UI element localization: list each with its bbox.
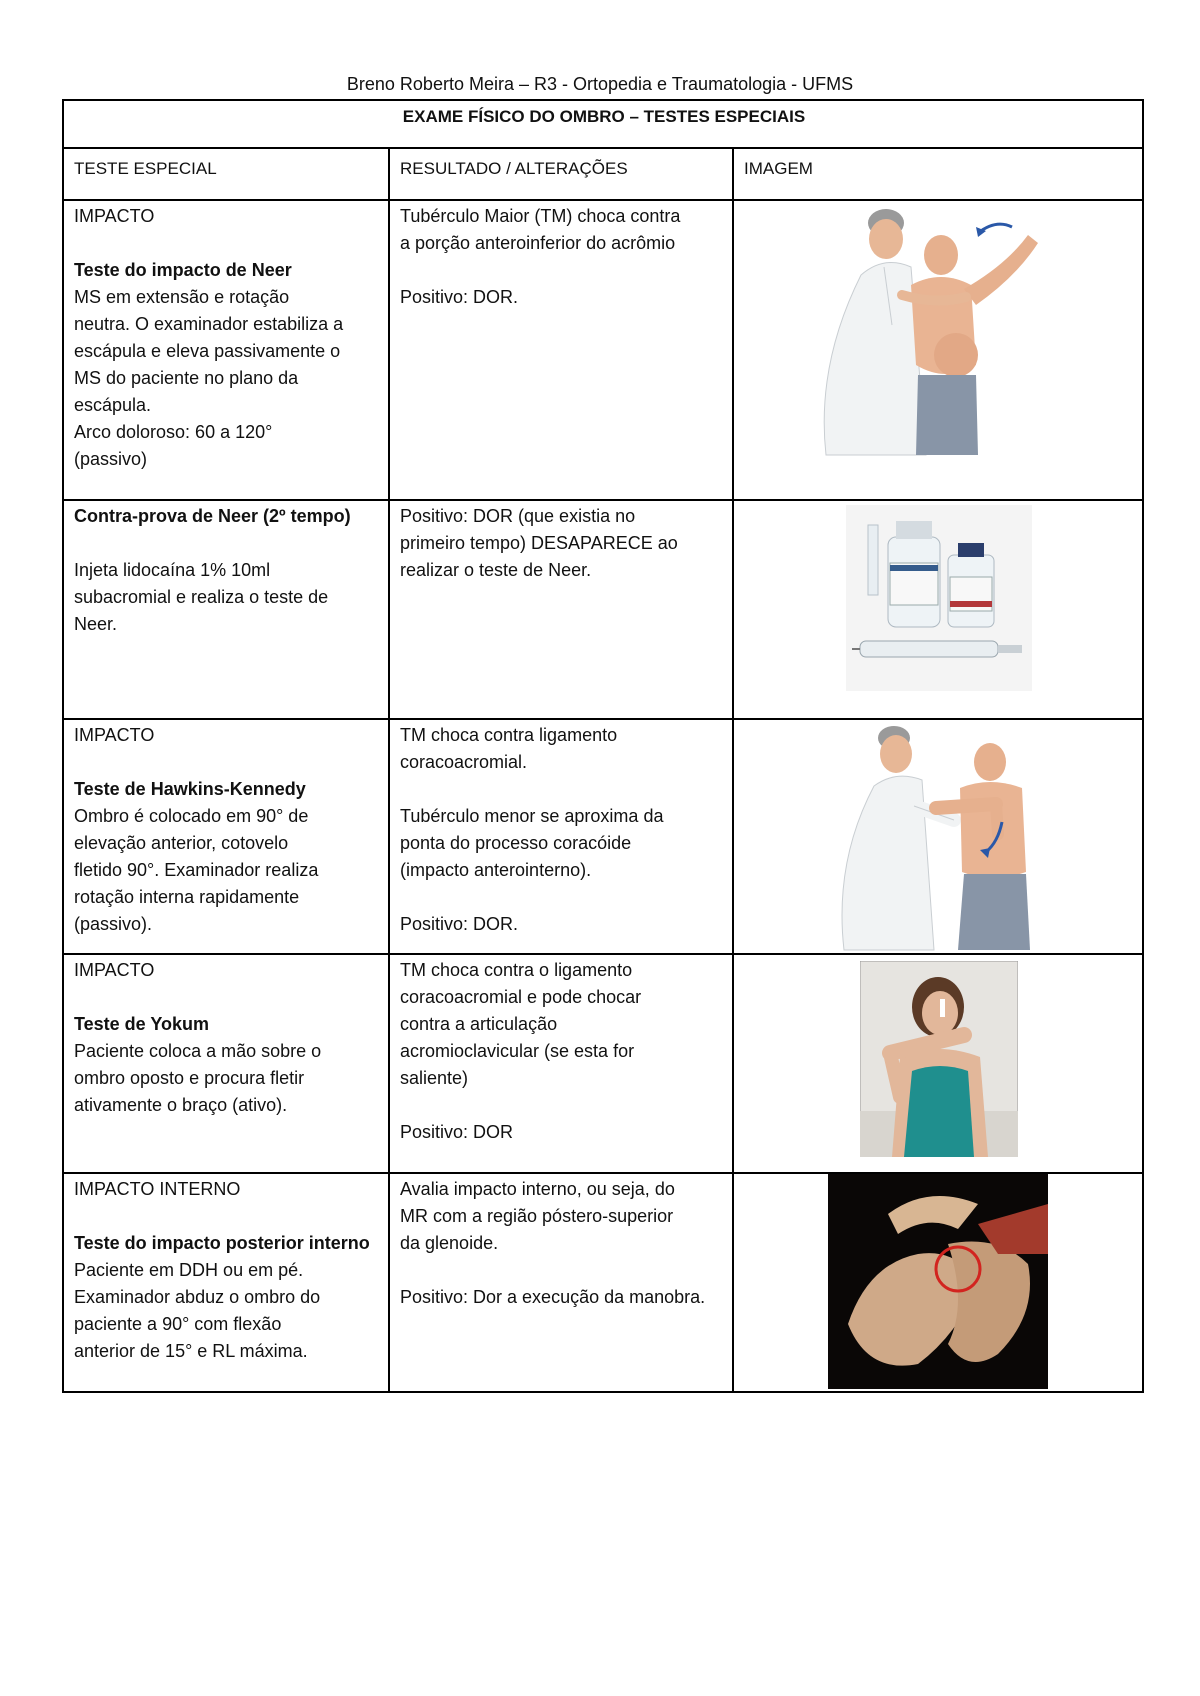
column-header-image: IMAGEM <box>733 148 1143 200</box>
test-description-line: Paciente em DDH ou em pé. <box>74 1260 304 1280</box>
image-cell <box>733 954 1143 1173</box>
test-description-line: elevação anterior, cotovelo <box>74 833 289 853</box>
result-line: realizar o teste de Neer. <box>400 560 592 580</box>
test-name: Teste de Yokum <box>74 1014 210 1034</box>
test-category: IMPACTO <box>74 206 155 226</box>
result-line: saliente) <box>400 1068 469 1088</box>
result-line: Positivo: DOR (que existia no <box>400 506 636 526</box>
test-name: Contra-prova de Neer (2º tempo) <box>74 506 351 526</box>
test-description-line: (passivo). <box>74 914 153 934</box>
document-header: Breno Roberto Meira – R3 - Ortopedia e Traumatologia - UFMS <box>346 74 854 94</box>
table-title: EXAME FÍSICO DO OMBRO – TESTES ESPECIAIS <box>63 100 1143 148</box>
table-row <box>63 200 1143 500</box>
table-row <box>63 500 1143 719</box>
neer-impingement-illustration <box>806 205 1066 461</box>
result-line: Avalia impacto interno, ou seja, do <box>400 1179 675 1199</box>
table-row <box>63 719 1143 954</box>
positive-result: Positivo: DOR <box>400 1122 514 1142</box>
table-header-row <box>63 148 1143 200</box>
image-cell <box>733 719 1143 954</box>
test-description-line: ativamente o braço (ativo). <box>74 1095 288 1115</box>
test-name: Teste do impacto posterior interno <box>74 1233 370 1253</box>
result-line: TM choca contra ligamento <box>400 725 618 745</box>
test-description-line: (passivo) <box>74 449 148 469</box>
test-description-line: Ombro é colocado em 90° de <box>74 806 309 826</box>
result-line: Tubérculo Maior (TM) choca contra <box>400 206 681 226</box>
table-title-row <box>63 100 1143 148</box>
shoulder-tests-table <box>62 99 1144 1393</box>
positive-result: Positivo: DOR. <box>400 914 519 934</box>
result-cell <box>389 719 733 954</box>
test-cell <box>63 719 389 954</box>
test-description-line: Arco doloroso: 60 a 120° <box>74 422 273 442</box>
image-cell <box>733 200 1143 500</box>
test-category: IMPACTO <box>74 960 155 980</box>
result-line: ponta do processo coracóide <box>400 833 632 853</box>
test-category: IMPACTO INTERNO <box>74 1179 241 1199</box>
result-line: coracoacromial. <box>400 752 528 772</box>
yokum-test-photo <box>860 961 1018 1157</box>
result-line: (impacto anterointerno). <box>400 860 592 880</box>
result-line: contra a articulação <box>400 1014 558 1034</box>
test-description-line: Paciente coloca a mão sobre o <box>74 1041 322 1061</box>
hawkins-kennedy-illustration <box>830 722 1050 952</box>
test-description-line: Neer. <box>74 614 118 634</box>
internal-impingement-anatomy <box>828 1174 1048 1389</box>
result-cell <box>389 200 733 500</box>
test-category: IMPACTO <box>74 725 155 745</box>
test-cell <box>63 1173 389 1392</box>
test-description-line: neutra. O examinador estabiliza a <box>74 314 344 334</box>
result-cell <box>389 500 733 719</box>
result-cell <box>389 954 733 1173</box>
positive-result: Positivo: DOR. <box>400 287 519 307</box>
column-header-test: TESTE ESPECIAL <box>63 148 389 200</box>
test-description-line: MS do paciente no plano da <box>74 368 299 388</box>
test-description-line: subacromial e realiza o teste de <box>74 587 329 607</box>
result-line: primeiro tempo) DESAPARECE ao <box>400 533 678 553</box>
image-cell <box>733 500 1143 719</box>
table-row <box>63 1173 1143 1392</box>
column-header-result: RESULTADO / ALTERAÇÕES <box>389 148 733 200</box>
test-name: Teste de Hawkins-Kennedy <box>74 779 306 799</box>
result-line: Tubérculo menor se aproxima da <box>400 806 664 826</box>
test-description-line: fletido 90°. Examinador realiza <box>74 860 319 880</box>
positive-result: Positivo: Dor a execução da manobra. <box>400 1287 706 1307</box>
test-cell <box>63 200 389 500</box>
lidocaine-vials-syringe-photo <box>846 505 1032 691</box>
result-line: acromioclavicular (se esta for <box>400 1041 635 1061</box>
test-description-line: Injeta lidocaína 1% 10ml <box>74 560 271 580</box>
test-description-line: escápula e eleva passivamente o <box>74 341 341 361</box>
test-description-line: MS em extensão e rotação <box>74 287 290 307</box>
result-line: a porção anteroinferior do acrômio <box>400 233 676 253</box>
test-description-line: escápula. <box>74 395 152 415</box>
test-description-line: rotação interna rapidamente <box>74 887 300 907</box>
test-description-line: anterior de 15° e RL máxima. <box>74 1341 308 1361</box>
test-description-line: Examinador abduz o ombro do <box>74 1287 321 1307</box>
test-cell <box>63 954 389 1173</box>
test-name: Teste do impacto de Neer <box>74 260 292 280</box>
result-line: coracoacromial e pode chocar <box>400 987 642 1007</box>
result-line: TM choca contra o ligamento <box>400 960 633 980</box>
test-description-line: ombro oposto e procura fletir <box>74 1068 305 1088</box>
test-cell <box>63 500 389 719</box>
image-cell <box>733 1173 1143 1392</box>
test-description-line: paciente a 90° com flexão <box>74 1314 282 1334</box>
result-cell <box>389 1173 733 1392</box>
result-line: MR com a região póstero-superior <box>400 1206 674 1226</box>
table-row <box>63 954 1143 1173</box>
result-line: da glenoide. <box>400 1233 499 1253</box>
